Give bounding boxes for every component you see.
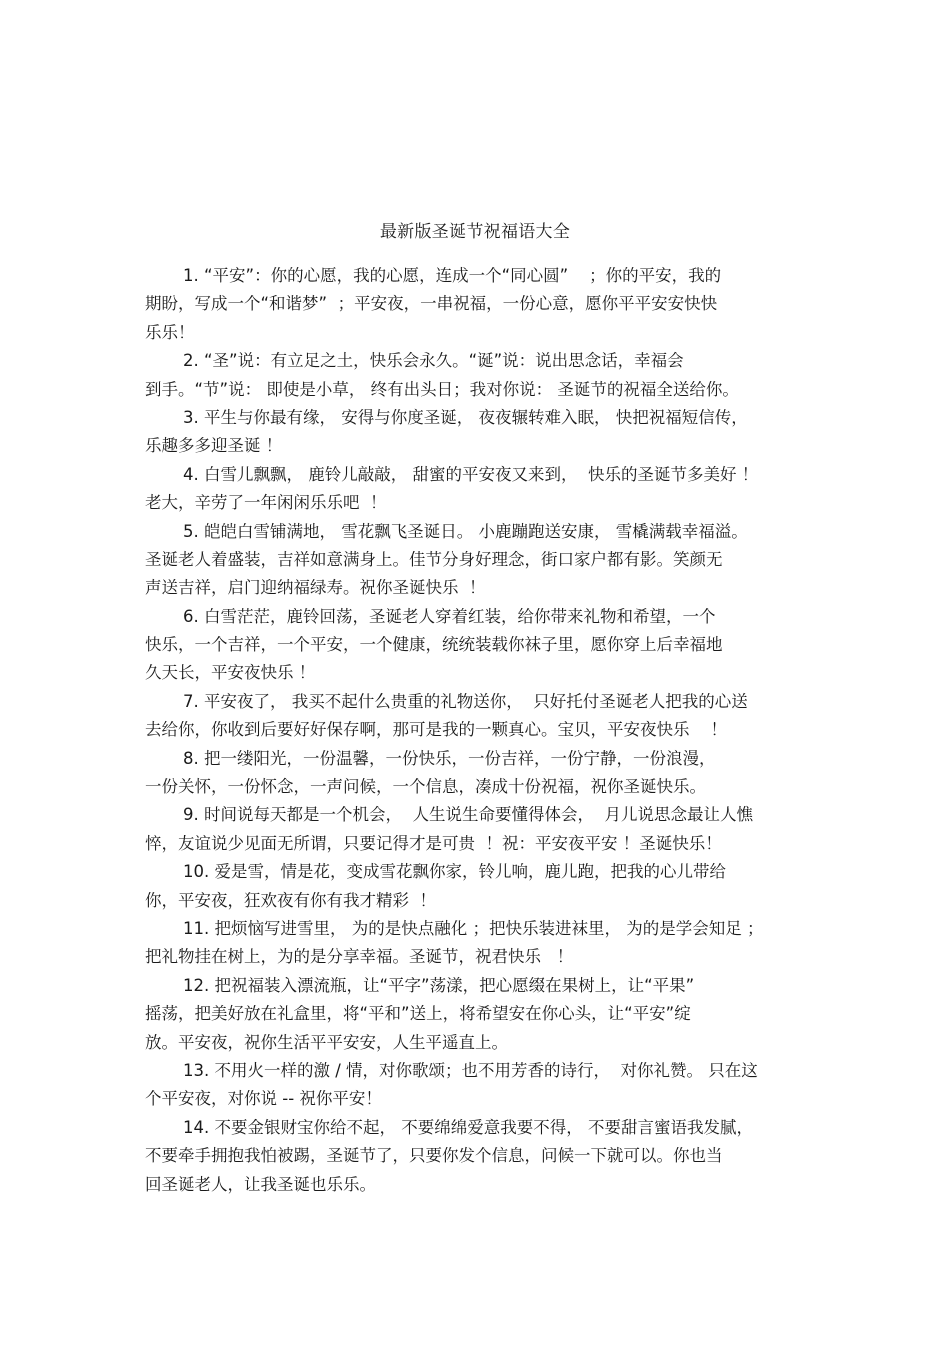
- paragraph-line: 13. 不用火一样的激 / 情，对你歌颂；也不用芳香的诗行， 对你礼赞。 只在这: [183, 1060, 758, 1080]
- paragraph-item-2: [145, 347, 815, 404]
- paragraph-line: 一份关怀，一份怀念，一声问候，一个信息，凑成十份祝福，祝你圣诞快乐。: [145, 777, 706, 797]
- paragraph-line: 14. 不要金银财宝你给不起， 不要绵绵爱意我要不得， 不要甜言蜜语我发腻，: [183, 1117, 753, 1137]
- paragraph-item-5: [145, 518, 815, 603]
- paragraph-line: 4. 白雪儿飘飘， 鹿铃儿敲敲， 甜蜜的平安夜又来到， 快乐的圣诞节多美好 ！: [183, 464, 759, 484]
- paragraph-line: 你，平安夜，狂欢夜有你有我才精彩 ！: [145, 890, 436, 910]
- paragraph-line: 7. 平安夜了， 我买不起什么贵重的礼物送你， 只好托付圣诞老人把我的心送: [183, 691, 748, 711]
- paragraph-line: 6. 白雪茫茫，鹿铃回荡，圣诞老人穿着红装，给你带来礼物和希望，一个: [183, 606, 716, 626]
- paragraph-item-10: [145, 858, 815, 915]
- paragraph-item-4: [145, 461, 815, 518]
- paragraph-item-8: [145, 745, 815, 802]
- paragraph-line: 11. 把烦恼写进雪里， 为的是快点融化 ；把快乐装进袜里， 为的是学会知足 ；: [183, 918, 764, 938]
- document-title: 最新版圣诞节祝福语大全: [379, 222, 571, 242]
- paragraph-line: 3. 平生与你最有缘， 安得与你度圣诞， 夜夜辗转难入眠， 快把祝福短信传，: [183, 407, 748, 427]
- paragraph-line: 乐趣多多迎圣诞 ！: [145, 436, 283, 456]
- paragraph-item-3: [145, 404, 815, 461]
- paragraph-line: 圣诞老人着盛装，吉祥如意满身上。佳节分身好理念，街口家户都有影。笑颜无: [145, 549, 723, 569]
- paragraph-line: 到手。“节”说： 即使是小草， 终有出头日；我对你说： 圣诞节的祝福全送给你。: [145, 379, 739, 399]
- paragraph-item-1: [145, 262, 815, 347]
- paragraph-line: 把礼物挂在树上，为的是分享幸福。圣诞节，祝君快乐 ！: [145, 947, 574, 967]
- paragraph-line: 5. 皑皑白雪铺满地， 雪花飘飞圣诞日。 小鹿蹦跑送安康， 雪橇满载幸福溢。: [183, 521, 748, 541]
- paragraph-line: 久天长，平安夜快乐 ！: [145, 663, 316, 683]
- paragraph-line: 1. “平安”：你的心愿，我的心愿，连成一个“同心圆” ；你的平安，我的: [183, 266, 722, 285]
- paragraph-line: 去给你，你收到后要好好保存啊，那可是我的一颗真心。宝贝，平安夜快乐 ！: [145, 720, 727, 740]
- paragraph-line: 老大，辛劳了一年闲闲乐乐吧 ！: [145, 493, 387, 513]
- paragraph-item-14: [145, 1114, 815, 1199]
- paragraph-line: 快乐，一个吉祥，一个平安，一个健康，统统装载你袜子里，愿你穿上后幸福地: [145, 635, 723, 655]
- paragraph-line: 10. 爱是雪，情是花，变成雪花飘你家，铃儿响，鹿儿跑，把我的心儿带给: [183, 862, 726, 882]
- paragraph-line: 声送吉祥，启门迎纳福绿寿。祝你圣诞快乐 ！: [145, 578, 486, 598]
- paragraph-line: 悴，友谊说少见面无所谓，只要记得才是可贵 ！祝：平安夜平安 ！圣诞快乐！: [145, 833, 722, 853]
- paragraph-line: 9. 时间说每天都是一个机会， 人生说生命要懂得体会， 月儿说思念最让人憔: [183, 805, 753, 825]
- paragraph-item-9: [145, 801, 815, 858]
- paragraph-line: 放。平安夜，祝你生活平平安安，人生平遥直上。: [145, 1032, 508, 1052]
- paragraph-item-12: [145, 972, 815, 1057]
- paragraph-line: 不要牵手拥抱我怕被踢，圣诞节了，只要你发个信息，问候一下就可以。你也当: [145, 1146, 723, 1166]
- paragraph-line: 乐乐！: [145, 322, 195, 342]
- paragraph-line: 12. 把祝福装入漂流瓶，让“平字”荡漾，把心愿缀在果树上，让“平果”: [183, 975, 695, 995]
- document-body: [145, 262, 815, 1199]
- paragraph-line: 8. 把一缕阳光，一份温馨，一份快乐，一份吉祥，一份宁静，一份浪漫，: [183, 748, 716, 768]
- paragraph-line: 回圣诞老人，让我圣诞也乐乐。: [145, 1174, 376, 1194]
- paragraph-line: 摇荡，把美好放在礼盒里，将“平和”送上，将希望安在你心头，让“平安”绽: [145, 1004, 691, 1024]
- paragraph-line: 个平安夜，对你说 -- 祝你平安！: [145, 1089, 382, 1109]
- paragraph-item-7: [145, 688, 815, 745]
- paragraph-line: 期盼，写成一个“和谐梦” ；平安夜，一串祝福，一份心意，愿你平平安安快快: [145, 294, 718, 314]
- paragraph-item-6: [145, 603, 815, 688]
- paragraph-item-11: [145, 915, 815, 972]
- paragraph-line: 2. “圣”说：有立足之土，快乐会永久。“诞”说：说出思念话，幸福会: [183, 351, 684, 371]
- paragraph-item-13: [145, 1057, 815, 1114]
